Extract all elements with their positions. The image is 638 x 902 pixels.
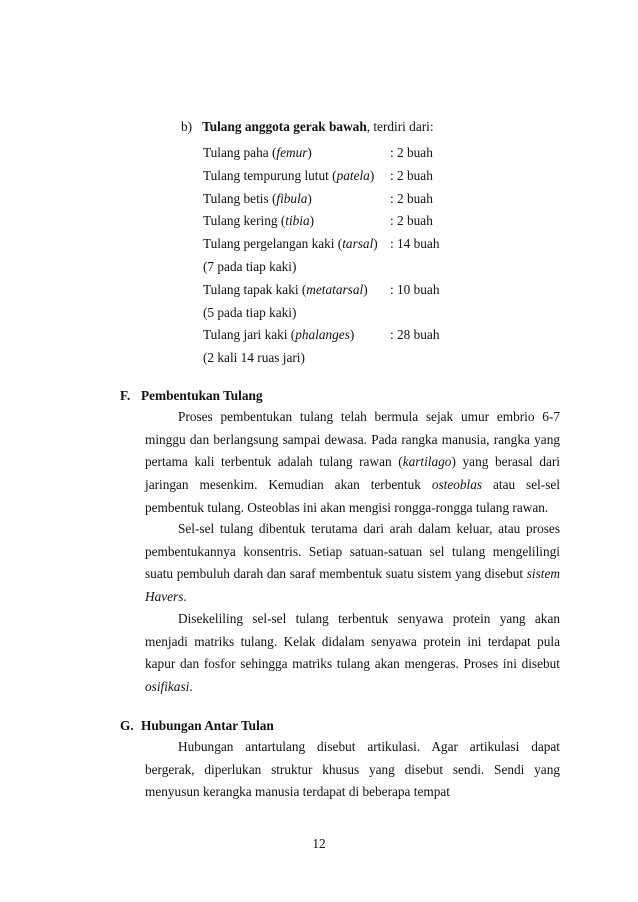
bone-item: [203, 279, 440, 302]
bone-latin: tarsal: [342, 236, 374, 252]
bone-close: ): [363, 281, 368, 297]
section-g-letter: G.: [120, 718, 134, 733]
subsection-title: Tulang anggota gerak bawah: [202, 119, 367, 134]
bone-name: Tulang tapak kaki (: [203, 281, 307, 297]
page-number: 12: [312, 836, 326, 851]
section-g-heading: [120, 718, 274, 734]
paragraph-g1: Hubungan antartulang disebut artikulasi. Agar artikulasi dapat bergerak, diperlukan struktur khusus yang disebut sendi. Sendi yang menyusun kerangka manusia terdapat di beberapa tempat: [145, 739, 560, 800]
bone-close: ): [307, 145, 312, 160]
bone-list: [203, 142, 440, 370]
bone-note-text: (5 pada tiap kaki): [203, 304, 297, 320]
bone-name: Tulang jari kaki (: [203, 327, 296, 343]
bone-name: Tulang kering (: [203, 213, 286, 229]
bone-name: Tulang paha (: [203, 145, 277, 160]
bone-count: : 10 buah: [390, 281, 440, 297]
bone-item: [203, 324, 440, 347]
bone-note: [203, 302, 378, 325]
bone-count: : 28 buah: [390, 327, 440, 343]
bone-count: : 2 buah: [390, 167, 433, 183]
bone-item: [203, 188, 433, 211]
section-f-letter: F.: [120, 388, 131, 403]
bone-close: ): [309, 213, 315, 229]
bone-latin: femur: [276, 145, 308, 160]
subsection-marker: b): [181, 119, 193, 134]
bone-note: [203, 256, 378, 279]
bone-note-text: (7 pada tiap kaki): [203, 258, 297, 274]
bone-item: [203, 233, 440, 256]
section-g-title: Hubungan Antar Tulan: [141, 718, 274, 733]
bone-name: Tulang betis (: [203, 190, 277, 206]
bone-close: ): [307, 190, 312, 206]
bone-latin: metatarsal: [306, 281, 364, 297]
bone-item: [203, 210, 433, 233]
bone-count: : 2 buah: [390, 190, 433, 206]
bone-close: ): [369, 167, 375, 183]
bone-count: : 2 buah: [390, 145, 433, 160]
bone-close: ): [349, 327, 355, 343]
bone-close: ): [373, 236, 378, 252]
section-f-heading: [120, 388, 263, 404]
bone-latin: phalanges: [295, 327, 350, 343]
paragraph-f1: Proses pembentukan tulang telah bermula sejak umur embrio 6-7 minggu dan berlangsung sampai dewasa. Pada rangka manusia, rangka yang pertama kali terbentuk adalah tulang rawan (kartilago) yang berasal dari jaringan mesenkim. Kemudian akan terbentuk osteoblas atau sel-sel pembentuk tulang. Osteoblas ini akan mengisi rongga-rongga tulang rawan.: [145, 409, 561, 515]
bone-count: : 2 buah: [390, 213, 433, 229]
bone-latin: patela: [336, 167, 370, 183]
bone-latin: tibia: [285, 213, 310, 229]
bone-item: [203, 165, 433, 188]
paragraph-f2: Sel-sel tulang dibentuk terutama dari arah dalam keluar, atau proses pembentukannya konsentris. Setiap satuan-satuan sel tulang mengelilingi suatu pembuluh darah dan saraf membentuk suatu sistem yang disebut sistem Havers.: [145, 521, 560, 605]
bone-note-text: (2 kali 14 ruas jari): [203, 350, 305, 366]
section-f-title: Pembentukan Tulang: [141, 388, 263, 403]
bone-note: [203, 347, 378, 370]
bone-name: Tulang pergelangan kaki (: [203, 236, 343, 252]
paragraph-f3: Disekeliling sel-sel tulang terbentuk senyawa protein yang akan menjadi matriks tulang. Kelak didalam senyawa protein ini terdapat pula kapur dan fosfor sehingga matriks tulang akan mengeras. Proses ini disebut osifikasi.: [145, 611, 560, 695]
bone-latin: fibula: [276, 190, 308, 206]
bone-item: [203, 142, 433, 165]
bone-name: Tulang tempurung lutut (: [203, 167, 337, 183]
subsection-heading: [181, 119, 434, 135]
subsection-suffix: , terdiri dari:: [366, 119, 434, 134]
bone-count: : 14 buah: [390, 236, 440, 252]
